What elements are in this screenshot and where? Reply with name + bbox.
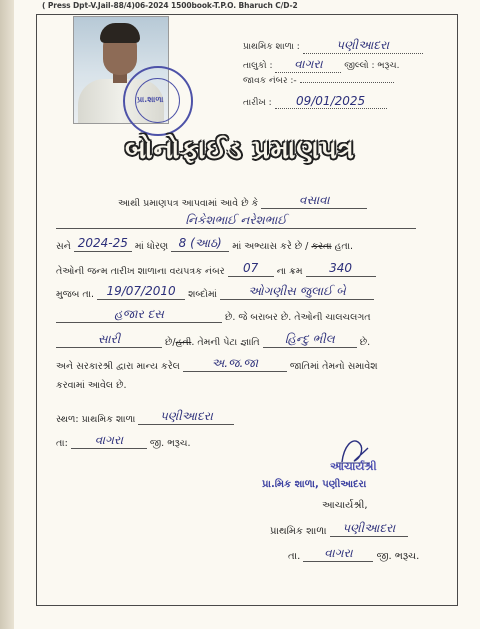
header-date-value: 09/01/2025	[275, 94, 387, 109]
body-line-9: કરવામાં આવેલ છે.	[56, 380, 127, 391]
student-surname: વસાવા	[261, 193, 367, 209]
signature-taluka-value: વાગરા	[303, 546, 373, 562]
birth-date-words: ઓગણીસ જુલાઈ બે	[220, 284, 374, 300]
body-line-1: આથી પ્રમાણપત્ર આપવામાં આવે છે કે વસાવા	[118, 193, 367, 209]
sub-caste: હિન્દુ ભીલ	[263, 332, 357, 348]
signature-taluka: તા. વાગરા જી. ભરૂચ.	[288, 546, 420, 562]
body-line-5: મુજબ તા. 19/07/2010 શબ્દોમાં ઓગણીસ જુલાઈ બે	[56, 284, 374, 300]
signature-school: પ્રાથમિક શાળા પણીઆદરા	[270, 521, 408, 537]
stamp-text: પ્રા.શાળા	[137, 95, 164, 104]
school-stamp	[123, 66, 193, 136]
place-school-value: પણીઆદરા	[138, 409, 234, 425]
signature-stamp-title: આચાર્યશ્રી	[330, 460, 377, 473]
serial-number: 340	[306, 261, 376, 277]
body-line-7: સારી છે/હતી. તેમની પેટા જ્ઞાતિ હિન્દુ ભીલ છે.	[56, 332, 370, 348]
body-line-8: અને સરકારશ્રી દ્વારા માન્ય કરેલ અ.જ.જા જાતિમાં તેમનો સમાવેશ	[56, 356, 378, 372]
caste-category: અ.જ.જા	[183, 356, 287, 372]
header-outward: જાવક નંબર :-	[243, 76, 394, 86]
body-line-3: સને 2024-25 માં ધોરણ 8 (આઠ) માં અભ્યાસ કરે છે / કરતા હતા.	[56, 236, 354, 252]
header-outward-value	[300, 82, 394, 83]
header-school-value: પણીઆદરા	[303, 38, 423, 54]
principal-label: આચાર્યશ્રી,	[322, 500, 368, 511]
header-school: પ્રાથમિક શાળા : પણીઆદરા	[243, 38, 423, 54]
place-line: સ્થળ: પ્રાથમિક શાળા પણીઆદરા	[56, 409, 234, 425]
header-taluka: તાલુકો : વાગરા જીલ્લો : ભરૂચ.	[243, 57, 400, 71]
academic-year: 2024-25	[74, 236, 132, 252]
birth-date: 19/07/2010	[97, 284, 185, 300]
binder-edge	[0, 0, 14, 629]
place-taluka-line: તા: વાગરા જી. ભરૂચ.	[56, 433, 191, 449]
header-date: તારીખ : 09/01/2025	[243, 94, 387, 109]
place-taluka-value: વાગરા	[71, 433, 147, 449]
conduct: સારી	[56, 332, 162, 348]
press-line: ( Press Dpt-V.Jail-88/4)06-2024 1500book-T.P.O. Bharuch C/D-2	[42, 1, 298, 10]
standard: 8 (આઠ)	[171, 236, 229, 252]
body-line-2	[56, 213, 416, 229]
register-number: 07	[228, 261, 274, 277]
student-name: નિકેશભાઈ નરેશભાઈ	[56, 213, 416, 229]
birth-date-words-cont: હજાર દસ	[56, 307, 222, 323]
body-line-6: હજાર દસ છે. જે બરાબર છે. તેઓની ચાલચલગત	[56, 307, 371, 323]
header-taluka-value: વાગરા	[275, 57, 341, 73]
certificate-title: બોનોફાઈડ પ્રમાણપત્ર	[125, 135, 355, 165]
signature-school-value: પણીઆદરા	[330, 521, 408, 537]
signature-stamp-school: પ્રા.મિક શાળા, પણીઆદરા	[262, 479, 367, 490]
body-line-4: તેઓની જન્મ તારીખ શાળાના વયપત્રક નંબર 07 ના ક્રમ 340	[56, 261, 376, 277]
